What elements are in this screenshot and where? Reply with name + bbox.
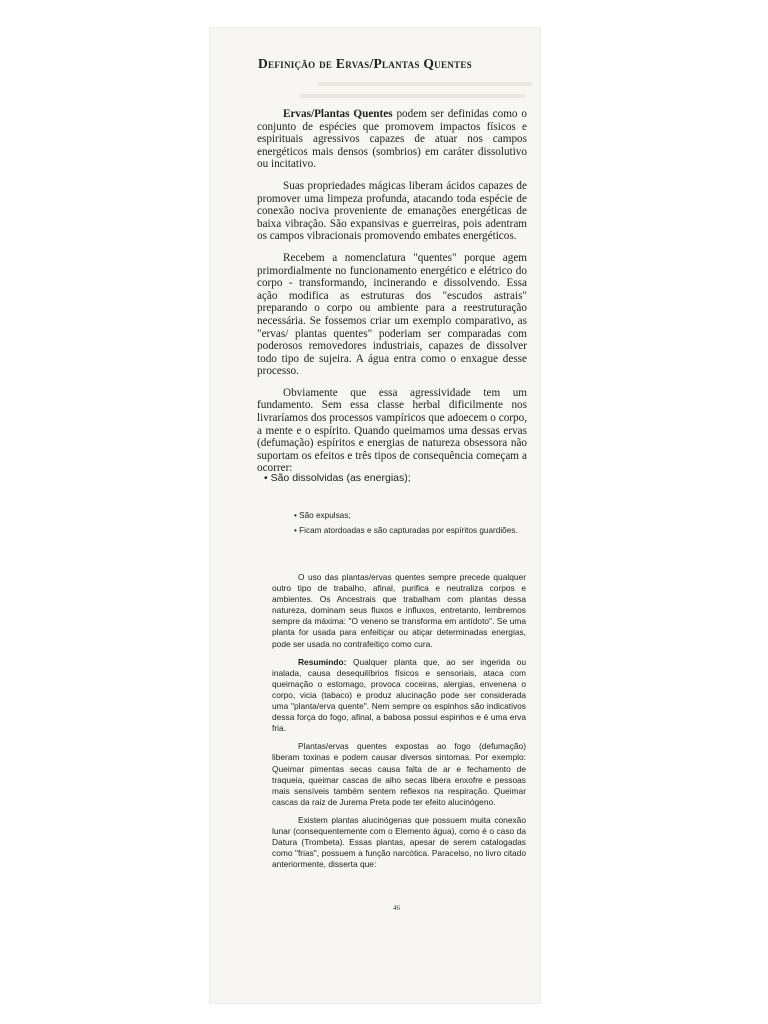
- paragraph-text: Qualquer planta que, ao ser ingerida ou inalada, causa desequilíbrios físicos e sensoriais, ataca com queimação o estomago, provoca coceiras, alergias, envenena o corpo, vicia (tabaco) e produz alucinação pode ser considerada uma "planta/erva quente". Nem sempre os espinhos são indicativos dessa força do fogo, afinal, a babosa possui espinhos e é uma erva fria.: [272, 656, 526, 734]
- paragraph-text: Obviamente que essa agressividade tem um fundamento. Sem essa classe herbal dificilmente nos livraríamos dos processos vampíricos que adoecem o corpo, a mente e o espírito. Quando queimamos uma dessas ervas (defumação) espíritos e energias de natureza obsessora não suportam os efeitos e três tipos de consequência começam a ocorrer:: [257, 386, 527, 475]
- upper-text-block: [257, 108, 527, 484]
- bleed-through-mark: [318, 82, 532, 86]
- page-title: Definição de Ervas/Plantas Quentes: [258, 56, 472, 71]
- sub-bullet-list: [288, 511, 526, 540]
- paragraph-text: Plantas/ervas quentes expostas ao fogo (defumação) liberam toxinas e podem causar diversos sintomas. Por exemplo: Queimar pimentas secas causa falta de ar e fechamento de traqueia, queimar cascas de alho secas libera enxofre e pessoas mais sensíveis também sentem reflexos na respiração. Queimar cascas da raiz de Jurema Preta pode ter efeito alucinógeno.: [272, 741, 526, 807]
- paragraph: [257, 387, 527, 475]
- paragraph: [272, 815, 526, 870]
- paragraph-text: O uso das plantas/ervas quentes sempre precede qualquer outro tipo de trabalho, afinal, purifica e neutraliza corpos e ambientes. Os Ancestrais que trabalham com plantas dessa natureza, dominam seus fluxos e influxos, entretanto, lembremos sempre da máxima: "O veneno se transforma em antídoto". Se uma planta for usada para enfeitiçar ou atiçar determinadas energias, pode ser usada no contrafeitiço como cura.: [272, 572, 526, 649]
- paragraph: [272, 741, 526, 808]
- paragraph: [272, 572, 526, 650]
- bleed-through-mark: [300, 94, 526, 98]
- lower-text-block: [272, 572, 526, 877]
- paragraph: [272, 657, 526, 735]
- paragraph-text: Existem plantas alucinógenas que possuem muita conexão lunar (consequentemente com o Elemento água), como é o caso da Datura (Trombeta). Essas plantas, apesar de serem catalogadas como "frias", possuem a função narcótica. Paracelso, no livro citado anteriormente, disserta que:: [272, 814, 526, 870]
- paragraph-text: Recebem a nomenclatura "quentes" porque agem primordialmente no funcionamento energético e elétrico do corpo - transformando, incinerando e dissolvendo. Essa ação modifica as estruturas dos "escudos astrais" preparando o corpo ou ambiente para a reestruturação necessária. Se fossemos criar um exemplo comparativo, as "ervas/ plantas quentes" poderiam ser comparadas com poderosos removedores industriais, capazes de dissolver todo tipo de sujeira. A água entra como o enxague desse processo.: [257, 251, 527, 378]
- paragraph-lead: Resumindo:: [298, 656, 347, 667]
- bullet-item: • São dissolvidas (as energias);: [264, 472, 411, 484]
- paragraph-text: Suas propriedades mágicas liberam ácidos capazes de promover uma limpeza profunda, atacando toda espécie de conexão nociva proveniente de emanações energéticas de baixa vibração. São expansivas e guerreiras, pois adentram os campos vibracionais promovendo embates energéticos.: [257, 179, 527, 243]
- paragraph: [257, 252, 527, 378]
- sub-bullet-item: • Ficam atordoadas e são capturadas por espíritos guardiões.: [288, 526, 526, 537]
- sub-bullet-item: • São expulsas;: [288, 511, 526, 522]
- paragraph-lead: Ervas/Plantas Quentes: [283, 108, 393, 120]
- paragraph-text: podem ser definidas como o conjunto de espécies que promovem impactos físicos e espirituais agressivos capazes de atuar nos campos energéticos mais densos (sombrios) em caráter dissolutivo ou incitativo.: [257, 108, 527, 171]
- page-number: 46: [393, 904, 400, 912]
- paragraph: [257, 180, 527, 243]
- paragraph: [257, 108, 527, 171]
